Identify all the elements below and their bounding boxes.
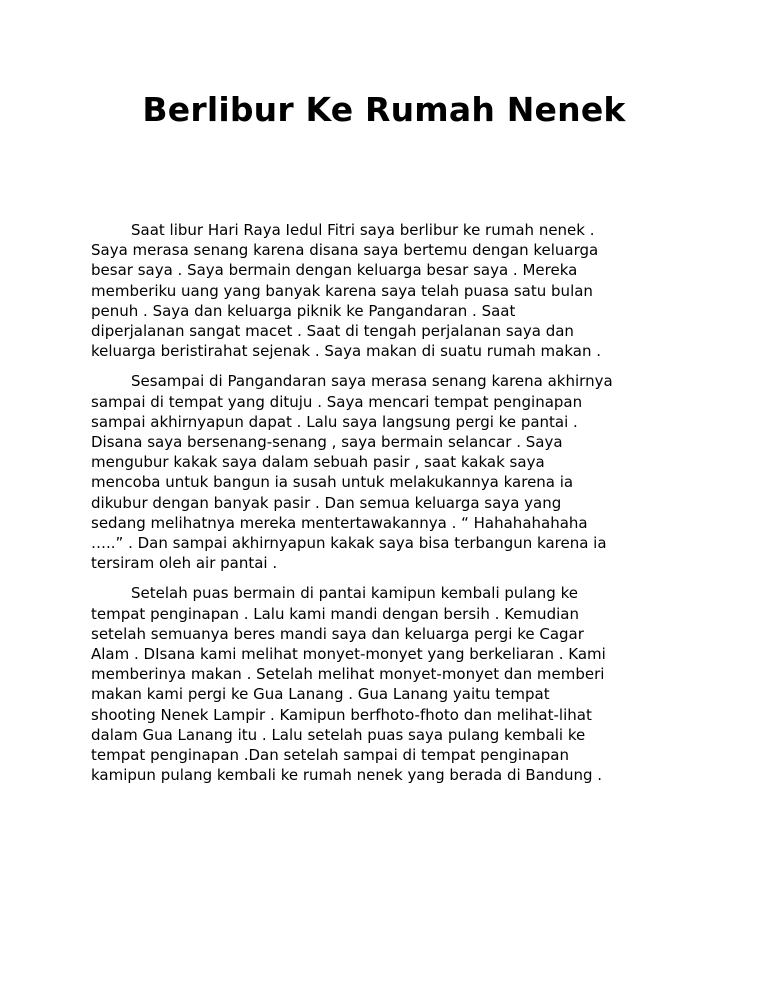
paragraph-line: Saya merasa senang karena disana saya bertemu dengan keluarga bbox=[91, 241, 599, 260]
paragraph-3 bbox=[91, 583, 691, 785]
paragraph-line: makan kami pergi ke Gua Lanang . Gua Lanang yaitu tempat bbox=[91, 685, 550, 704]
paragraph-line: Setelah puas bermain di pantai kamipun kembali pulang ke bbox=[131, 584, 578, 603]
paragraph-line: sedang melihatnya mereka mentertawakannya . “ Hahahahahaha bbox=[91, 513, 588, 532]
paragraph-line: memberiku uang yang banyak karena saya telah puasa satu bulan bbox=[91, 281, 593, 300]
paragraph-line: Disana saya bersenang-senang , saya bermain selancar . Saya bbox=[91, 433, 563, 452]
paragraph-line: tempat penginapan . Lalu kami mandi dengan bersih . Kemudian bbox=[91, 604, 579, 623]
paragraph-line: sampai di tempat yang dituju . Saya mencari tempat penginapan bbox=[91, 392, 583, 411]
paragraph-line: …..” . Dan sampai akhirnyapun kakak saya bisa terbangun karena ia bbox=[91, 534, 607, 553]
document-title: Berlibur Ke Rumah Nenek bbox=[142, 90, 626, 129]
paragraph-line: setelah semuanya beres mandi saya dan keluarga pergi ke Cagar bbox=[91, 624, 584, 643]
paragraph-line: diperjalanan sangat macet . Saat di tengah perjalanan saya dan bbox=[91, 322, 574, 341]
paragraph-line: mengubur kakak saya dalam sebuah pasir , saat kakak saya bbox=[91, 453, 545, 472]
paragraph-line: besar saya . Saya bermain dengan keluarga besar saya . Mereka bbox=[91, 261, 578, 280]
paragraph-line: Sesampai di Pangandaran saya merasa senang karena akhirnya bbox=[131, 372, 613, 391]
paragraph-line: dalam Gua Lanang itu . Lalu setelah puas saya pulang kembali ke bbox=[91, 725, 586, 744]
paragraph-1 bbox=[91, 220, 691, 361]
paragraph-line: Saat libur Hari Raya Iedul Fitri saya berlibur ke rumah nenek . bbox=[131, 221, 595, 239]
paragraph-line: Alam . DIsana kami melihat monyet-monyet yang berkeliaran . Kami bbox=[91, 645, 606, 664]
paragraph-line: tersiram oleh air pantai . bbox=[91, 554, 278, 573]
paragraph-line: shooting Nenek Lampir . Kamipun berfhoto-fhoto dan melihat-lihat bbox=[91, 705, 592, 724]
paragraph-line: keluarga beristirahat sejenak . Saya makan di suatu rumah makan . bbox=[91, 342, 601, 361]
paragraph-line: kamipun pulang kembali ke rumah nenek yang berada di Bandung . bbox=[91, 766, 603, 785]
paragraph-line: memberinya makan . Setelah melihat monyet-monyet dan memberi bbox=[91, 665, 605, 684]
paragraph-line: mencoba untuk bangun ia susah untuk melakukannya karena ia bbox=[91, 473, 574, 492]
document-body bbox=[91, 220, 691, 795]
paragraph-line: sampai akhirnyapun dapat . Lalu saya langsung pergi ke pantai . bbox=[91, 412, 578, 431]
paragraph-line: penuh . Saya dan keluarga piknik ke Pangandaran . Saat bbox=[91, 301, 516, 320]
paragraph-line: dikubur dengan banyak pasir . Dan semua keluarga saya yang bbox=[91, 493, 562, 512]
paragraph-line: tempat penginapan .Dan setelah sampai di tempat penginapan bbox=[91, 746, 569, 765]
paragraph-2 bbox=[91, 371, 691, 573]
